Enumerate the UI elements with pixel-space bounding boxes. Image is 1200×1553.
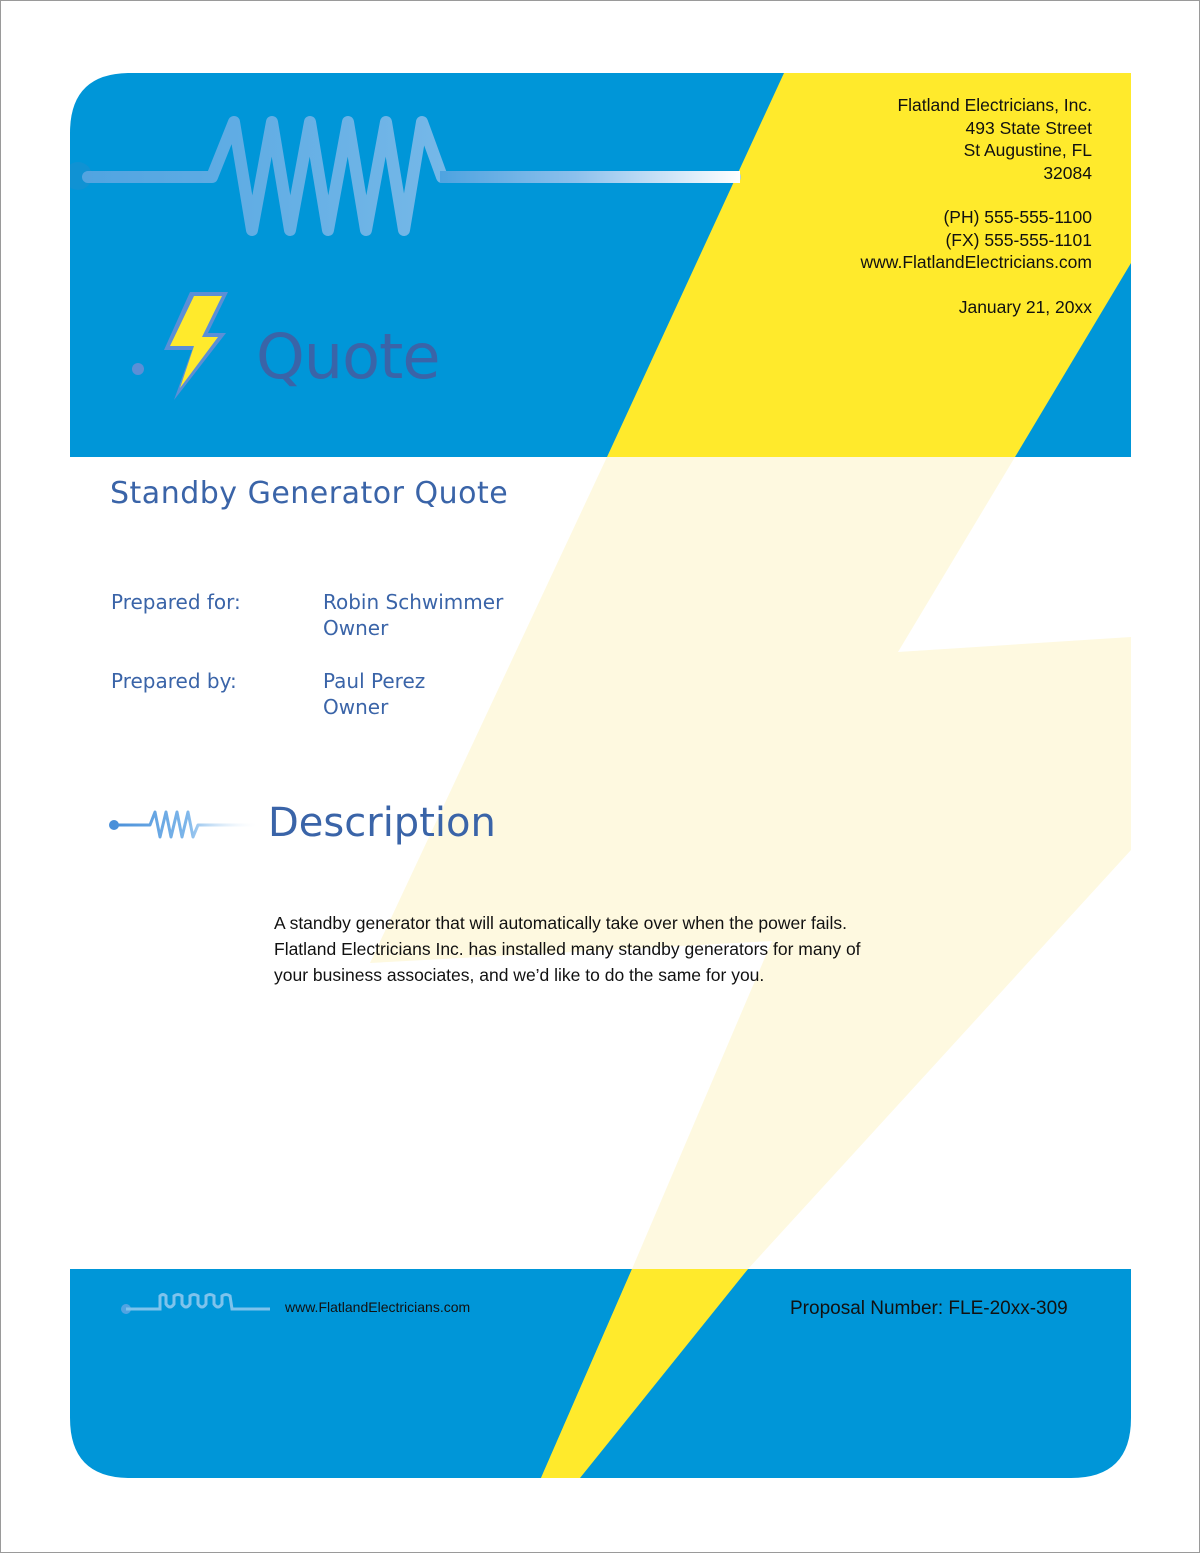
description-line: A standby generator that will automatically take over when the power fails.	[274, 913, 847, 933]
description-line: your business associates, and we’d like to do the same for you.	[274, 965, 765, 985]
company-street: 493 State Street	[965, 117, 1092, 138]
description-line: Flatland Electricians Inc. has installed many standby generators for many of	[274, 939, 861, 959]
prepared-by-label: Prepared by:	[111, 669, 237, 693]
prepared-by-name: Paul Perez	[323, 669, 426, 693]
description-body	[274, 910, 974, 988]
company-city-state: St Augustine, FL	[963, 140, 1092, 160]
document-date: January 21, 20xx	[958, 296, 1092, 317]
description-heading: Description	[268, 800, 496, 846]
proposal-number: Proposal Number: FLE-20xx-309	[790, 1298, 1068, 1319]
prepared-for-role: Owner	[323, 616, 389, 640]
prepared-for-name: Robin Schwimmer	[323, 590, 504, 614]
company-name: Flatland Electricians, Inc.	[897, 95, 1092, 115]
company-website[interactable]: www.FlatlandElectricians.com	[860, 252, 1092, 272]
company-zip: 32084	[1043, 162, 1092, 183]
quote-title: Quote	[256, 320, 440, 393]
company-info	[752, 94, 1092, 318]
company-phone: (PH) 555-555-1100	[943, 207, 1092, 227]
footer-website[interactable]: www.FlatlandElectricians.com	[285, 1299, 471, 1315]
prepared-by-role: Owner	[323, 695, 389, 719]
document-title: Standby Generator Quote	[110, 476, 509, 511]
company-fax: (FX) 555-555-1101	[945, 229, 1092, 250]
prepared-for-label: Prepared for:	[111, 590, 241, 614]
